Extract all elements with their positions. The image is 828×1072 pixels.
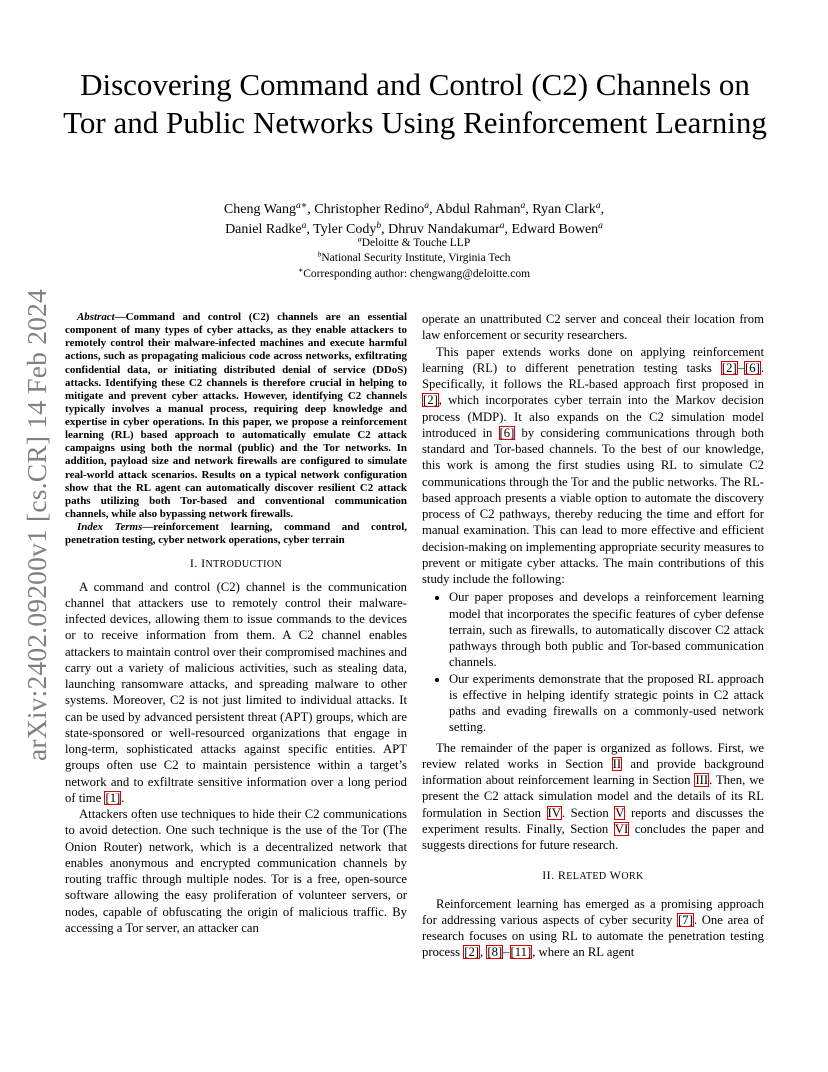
citation-link[interactable]: [6]: [745, 360, 760, 375]
intro-paragraph-2: Attackers often use techniques to hide their C2 communications to avoid detection. One such technique is the use of the Tor (The Onion Router) network, which is a decentralized network that enables anonymous and encrypted communication channels by routing traffic through multiple nodes. Tor is a free, open-source software allowing the easy proliferation of volunteer servers, or nodes, capable of obfuscating the origin of malicious traffic. By accessing a Tor server, an attacker can: [65, 807, 407, 935]
citation-link[interactable]: [2]: [721, 360, 737, 375]
list-item: • Our experiments demonstrate that the proposed RL approach is effective in helping identify strategic points in C2 attack paths and evading firewalls on a commonly-used network setting.: [449, 671, 764, 736]
section-link[interactable]: IV: [547, 805, 561, 820]
author: Christopher Redino$^a$,: [314, 200, 436, 217]
section-link[interactable]: II: [612, 756, 622, 771]
author: Tyler Cody$^b$,: [313, 220, 389, 237]
contributions-list: [422, 589, 764, 735]
abstract: [65, 311, 407, 547]
affiliation: $^a$Deloitte & Touche LLP: [357, 234, 471, 249]
author: Abdul Rahman$^a$,: [435, 200, 533, 217]
section-heading-introduction: I. INTRODUCTION: [189, 556, 283, 571]
author: Daniel Radke$^a$,: [225, 220, 314, 237]
arxiv-sidebar-stamp: [22, 285, 52, 765]
arxiv-identifier: arXiv:2402.09200v1 [cs.CR] 14 Feb 2024: [21, 288, 52, 762]
author: Cheng Wang$^{a∗}$,: [223, 200, 315, 217]
left-column: [65, 311, 407, 936]
citation-link[interactable]: [7]: [678, 912, 693, 927]
affiliation: ∗Corresponding author: chengwang@deloitte.com: [297, 265, 531, 280]
paper-title: Discovering Command and Control (C2) Channels on Tor and Public Networks Using Reinforcement Learning: [63, 67, 767, 140]
section-heading-related-work: II. RELATED WORK: [542, 868, 644, 883]
citation-link[interactable]: [6]: [499, 425, 515, 440]
affiliation: $^b$National Security Institute, Virginia Tech: [317, 250, 511, 265]
affiliations: [90, 236, 738, 282]
section-link[interactable]: V: [615, 805, 625, 820]
section-link[interactable]: III: [695, 773, 709, 787]
organization-paragraph: The remainder of the paper is organized as follows. First, we review related works in Section II and provide background information about reinforcement learning in Section III. Then, we present the C2 attack simulation model and the details of its RL formulation in Section IV. Section V reports and discusses the experiment results. Finally, Section VI concludes the paper and suggests directions for future research.: [422, 740, 765, 852]
citation-link[interactable]: [11]: [510, 945, 532, 960]
right-column: [422, 311, 764, 961]
index-terms: Index Terms—reinforcement learning, command and control, penetration testing, cyber network operations, cyber terrain: [65, 521, 408, 547]
list-item: • Our paper proposes and develops a reinforcement learning model that incorporates the specific features of cyber defense terrain, such as firewalls, to automatically discover C2 attack pathways through both public and Tor-based communication channels.: [449, 589, 764, 670]
citation-link[interactable]: [2]: [423, 393, 438, 408]
citation-link[interactable]: [2]: [464, 945, 480, 960]
section-link[interactable]: VI: [614, 821, 629, 836]
author: Ryan Clark$^a$,: [532, 200, 605, 217]
citation-link[interactable]: [1]: [105, 790, 121, 805]
abstract-paragraph: Abstract—Command and control (C2) channels are an essential component of many types of cyber attacks, as they enable attackers to remotely control their malware-infected machines and execute harmful actions, such as propagating malicious code across networks, exfiltrating confidential data, or initiating distributed denial of service (DDoS) attacks. Identifying these C2 channels is therefore crucial in helping to mitigate and prevent cyber attacks. However, identifying C2 channels typically involves a manual process, requiring deep knowledge and expertise in cyber operations. In this paper, we propose a reinforcement learning (RL) based approach to automatically emulate C2 attack campaigns using both the normal (public) and the Tor networks. In addition, payload size and network firewalls are configured to simulate real-world attack scenarios. Results on a typical network configuration show that the RL agent can automatically discover resilient C2 attack paths utilizing both Tor-based and conventional communication channels, while also bypassing network firewalls.: [65, 311, 407, 520]
related-work-paragraph: Reinforcement learning has emerged as a promising approach for addressing various aspects of cyber security [7]. One area of research focuses on using RL to automate the penetration testing process [2], [8]–[11], where an RL agent: [422, 896, 765, 960]
author-line-1: [90, 200, 738, 220]
citation-link[interactable]: [8]: [487, 945, 503, 960]
author: Dhruv Nandakumar$^a$,: [388, 220, 512, 237]
contribution-intro-paragraph: This paper extends works done on applying reinforcement learning (RL) to different penetration testing tasks [2]–[6]. Specifically, it follows the RL-based approach first proposed in [2], which incorporates cyber terrain into the Markov decision process (MDP). It also expands on the C2 simulation model introduced in [6] by considering communications through both standard and Tor-based channels. To the best of our knowledge, this work is among the first studies using RL to simulate C2 communications through the Tor and the public networks. The RL-based approach presents a viable option to automate the discovery process of C2 pathways, thereby reducing the time and effort for manual examination. This can lead to more effective and efficient decision-making on implementing appropriate security measures to prevent or mitigate cyber attacks. The main contributions of this study include the following:: [422, 344, 764, 586]
intro-paragraph-1: A command and control (C2) channel is the communication channel that attackers use to remotely control their malware-infected devices, allowing them to issue commands to the devices or to receive information from them. A C2 channel enables attackers to maintain control over their compromised machines and carry out a variety of malicious activities, such as stealing data, launching ransomware attacks, and spreading malware to other systems. Moreover, C2 is not just limited to individual attacks. It can be used by advanced persistent threat (APT) groups, which are state-sponsored or well-resourced organizations that engage in long-term, sophisticated attacks against specific entities. APT groups often use C2 to maintain persistence within a target’s network and to exfiltrate sensitive information over a long period of time [1].: [65, 579, 407, 805]
author: Edward Bowen$^a$: [511, 220, 603, 237]
paragraph-continued: operate an unattributed C2 server and conceal their location from law enforcement or security researchers.: [422, 312, 764, 343]
author-list: [90, 200, 738, 239]
